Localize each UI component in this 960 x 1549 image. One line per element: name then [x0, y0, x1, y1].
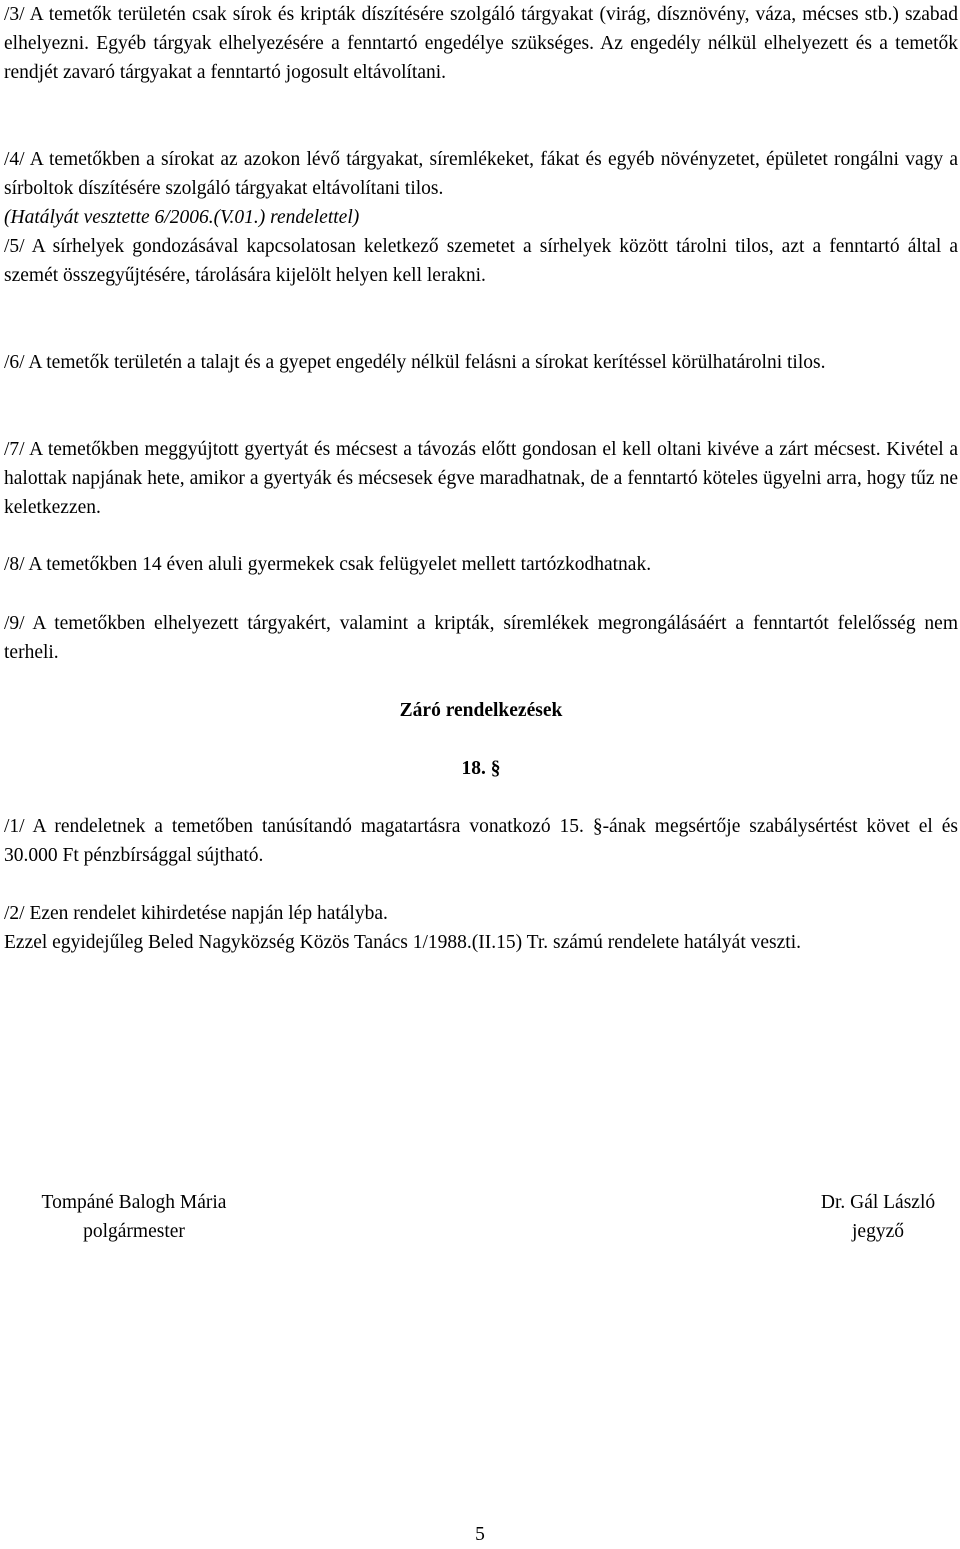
closing-paragraph-2-line-2: Ezzel egyidejűleg Beled Nagyközség Közös Tanács 1/1988.(II.15) Tr. számú rendelete hatályát veszti.: [4, 932, 801, 953]
signature-notary-name: Dr. Gál László: [820, 1192, 936, 1213]
page-number: 5: [475, 1524, 485, 1545]
paragraph-8: /8/ A temetőkben 14 éven aluli gyermekek csak felügyelet mellett tartózkodhatnak.: [4, 554, 652, 575]
signature-mayor-role: polgármester: [83, 1221, 185, 1242]
closing-paragraph-2-line-1: /2/ Ezen rendelet kihirdetése napján lép hatályba.: [4, 903, 388, 924]
signature-mayor: [4, 1188, 264, 1246]
signature-mayor-name: Tompáné Balogh Mária: [41, 1192, 227, 1213]
paragraph-9: /9/ A temetőkben elhelyezett tárgyakért, valamint a kripták, síremlékek megrongálásáért a fenntartót felelősség nem terheli.: [4, 613, 958, 663]
paragraph-7: /7/ A temetőkben meggyújtott gyertyát és mécsest a távozás előtt gondosan el kell oltani kivéve a zárt mécsest. Kivétel a halottak napjának hete, amikor a gyertyák és mécsesek égve maradhatnak, de a fenntartó köteles ügyelni arra, hogy tűz ne keletkezzen.: [4, 439, 958, 518]
closing-paragraph-1: /1/ A rendeletnek a temetőben tanúsítandó magatartásra vonatkozó 15. §-ának megsértője szabálysértést követ el és 30.000 Ft pénzbírsággal sújtható.: [4, 816, 958, 866]
closing-paragraph-2: [4, 899, 958, 957]
paragraph-4-text: /4/ A temetőkben a sírokat az azokon lévő tárgyakat, síremlékeket, fákat és egyéb növényzetet, épületet rongálni vagy a sírboltok díszítésére szolgáló tárgyakat eltávolítani tilos.: [4, 149, 958, 199]
paragraph-6: /6/ A temetők területén a talajt és a gyepet engedély nélkül felásni a sírokat kerítéssel körülhatárolni tilos.: [4, 352, 826, 373]
paragraph-4: [4, 145, 958, 232]
signature-notary-role: jegyző: [852, 1221, 904, 1242]
signature-notary: [798, 1188, 958, 1246]
paragraph-3: /3/ A temetők területén csak sírok és kripták díszítésére szolgáló tárgyakat (virág, dísznövény, váza, mécses stb.) szabad elhelyezni. Egyéb tárgyak elhelyezésére a fenntartó engedélye szükséges. Az engedély nélkül elhelyezett és a temetők rendjét zavaró tárgyakat a fenntartó jogosult eltávolítani.: [4, 4, 958, 83]
section-title: Záró rendelkezések: [399, 700, 563, 721]
paragraph-5: /5/ A sírhelyek gondozásával kapcsolatosan keletkező szemetet a sírhelyek között tárolni tilos, azt a fenntartó által a szemét összegyűjtésére, tárolására kijelölt helyen kell lerakni.: [4, 236, 958, 286]
section-number: 18. §: [461, 758, 501, 779]
paragraph-4-repeal-note: (Hatályát vesztette 6/2006.(V.01.) rendelettel): [4, 207, 360, 228]
